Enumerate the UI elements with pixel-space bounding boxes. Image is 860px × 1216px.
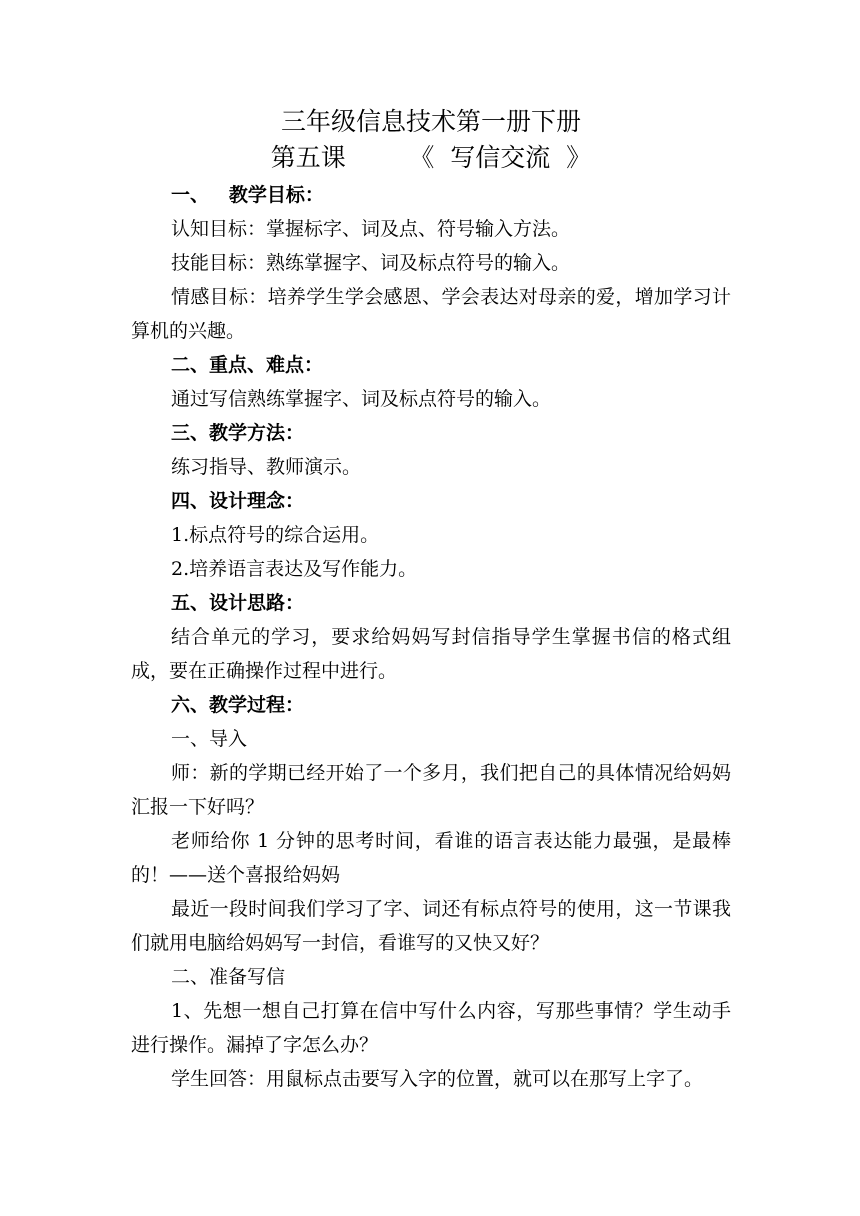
- paragraph: 最近一段时间我们学习了字、词还有标点符号的使用，这一节课我们就用电脑给妈妈写一封信，看谁写的又快又好？: [131, 898, 731, 954]
- section-heading: 六、教学过程：: [171, 694, 305, 716]
- section-heading: 四、设计理念：: [171, 490, 305, 512]
- section-heading: 二、重点、难点：: [171, 354, 324, 376]
- paragraph: 认知目标：掌握标字、词及点、符号输入方法。: [171, 218, 571, 240]
- section-heading: 三、教学方法：: [171, 422, 305, 444]
- paragraph: 技能目标：熟练掌握字、词及标点符号的输入。: [171, 252, 571, 274]
- paragraph: 一、导入: [171, 728, 248, 750]
- paragraph: 情感目标：培养学生学会感恩、学会表达对母亲的爱，增加学习计算机的兴趣。: [131, 286, 731, 342]
- paragraph: 老师给你 1 分钟的思考时间，看谁的语言表达能力最强，是最棒的！——送个喜报给妈妈: [131, 830, 731, 886]
- section-heading: 五、设计思路：: [171, 592, 305, 614]
- paragraph: 师：新的学期已经开始了一个多月，我们把自己的具体情况给妈妈汇报一下好吗？: [131, 762, 731, 818]
- paragraph: 通过写信熟练掌握字、词及标点符号的输入。: [171, 388, 552, 410]
- paragraph: 练习指导、教师演示。: [171, 456, 362, 478]
- lesson-number: 第五课: [270, 143, 346, 172]
- paragraph: 学生回答：用鼠标点击要写入字的位置，就可以在那写上字了。: [171, 1068, 704, 1090]
- lesson-name: 《 写信交流 》: [409, 143, 592, 172]
- section-heading: 一、 教学目标：: [171, 184, 324, 206]
- paragraph: 结合单元的学习，要求给妈妈写封信指导学生掌握书信的格式组成，要在正确操作过程中进行。: [131, 626, 731, 682]
- lesson-title: [131, 140, 731, 176]
- document-content: [131, 104, 731, 1096]
- paragraph: 2.培养语言表达及写作能力。: [171, 558, 418, 580]
- document-body: [131, 178, 731, 1096]
- paragraph: 二、准备写信: [171, 966, 286, 988]
- paragraph: 1.标点符号的综合运用。: [171, 524, 380, 546]
- document-title: 三年级信息技术第一册下册: [280, 107, 581, 136]
- paragraph: 1、先想一想自己打算在信中写什么内容，写那些事情？学生动手进行操作。漏掉了字怎么办？: [131, 1000, 731, 1056]
